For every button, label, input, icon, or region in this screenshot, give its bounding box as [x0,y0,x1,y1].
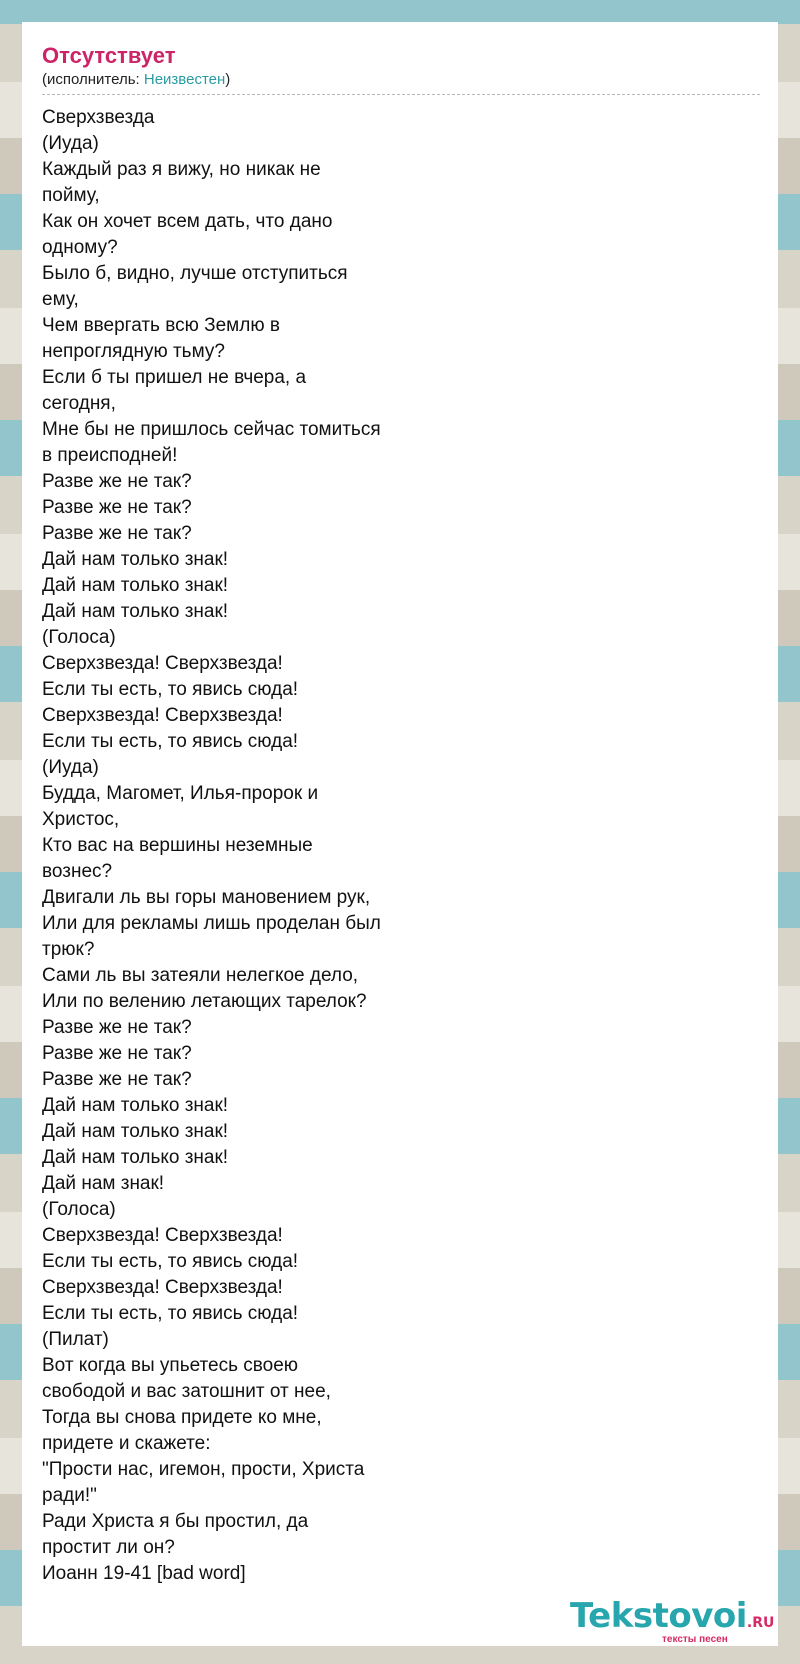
artist-line [42,70,760,95]
lyrics-line: Разве же не так? [42,1043,192,1064]
logo-tagline: тексты песен [662,1634,728,1645]
lyrics-text [42,105,387,1587]
lyrics-line: Разве же не так? [42,1069,192,1090]
lyrics-line: Сверхзвезда! Сверхзвезда! [42,1225,283,1246]
lyrics-line: Сами ль вы затеяли нелегкое дело, [42,965,359,986]
lyrics-line: Если ты есть, то явись сюда! [42,1303,299,1324]
lyrics-line: (Голоса) [42,627,116,648]
lyrics-card [22,22,778,1646]
lyrics-line: (Пилат) [42,1329,109,1350]
lyrics-line: Разве же не так? [42,1017,192,1038]
lyrics-line: Вот когда вы упьетесь своею свободой и вас затошнит от нее, [42,1355,331,1402]
lyrics-line: Дай нам только знак! [42,601,229,622]
artist-prefix: (исполнитель: [42,71,144,88]
lyrics-line: Дай нам только знак! [42,1147,229,1168]
lyrics-line: Разве же не так? [42,523,192,544]
lyrics-line: Или для рекламы лишь проделан был трюк? [42,913,387,960]
lyrics-line: Было б, видно, лучше отступиться ему, [42,263,353,310]
lyrics-line: Чем ввергать всю Землю в непроглядную тьму? [42,315,286,362]
lyrics-line: Дай нам знак! [42,1173,165,1194]
lyrics-line: Мне бы не пришлось сейчас томиться в преисподней! [42,419,386,466]
lyrics-line: Дай нам только знак! [42,549,229,570]
lyrics-line: "Прости нас, игемон, прости, Христа ради!" [42,1459,370,1506]
logo-name: Tekstovoi [570,1596,747,1636]
lyrics-line: Каждый раз я вижу, но никак не пойму, [42,159,326,206]
lyrics-line: Или по велению летающих тарелок? [42,991,367,1012]
lyrics-line: Дай нам только знак! [42,1095,229,1116]
lyrics-line: Иоанн 19-41 [bad word] [42,1563,246,1584]
lyrics-line: (Иуда) [42,757,99,778]
lyrics-line: Если б ты пришел не вчера, а сегодня, [42,367,312,414]
lyrics-line: Сверхзвезда [42,107,155,128]
lyrics-line: Тогда вы снова придете ко мне, придете и скажете: [42,1407,327,1454]
logo-tld: .RU [746,1615,775,1631]
lyrics-line: Сверхзвезда! Сверхзвезда! [42,1277,283,1298]
lyrics-line: Как он хочет всем дать, что дано одному? [42,211,338,258]
lyrics-line: Если ты есть, то явись сюда! [42,679,299,700]
lyrics-line: Кто вас на вершины неземные вознес? [42,835,319,882]
lyrics-line: Будда, Магомет, Илья-пророк и Христос, [42,783,324,830]
artist-link[interactable]: Неизвестен [143,71,226,88]
lyrics-line: Дай нам только знак! [42,575,229,596]
lyrics-line: (Голоса) [42,1199,116,1220]
lyrics-line: Разве же не так? [42,471,192,492]
artist-suffix: ) [225,71,231,88]
site-logo[interactable] [570,1598,780,1646]
lyrics-line: Дай нам только знак! [42,1121,229,1142]
lyrics-line: Разве же не так? [42,497,192,518]
lyrics-line: Сверхзвезда! Сверхзвезда! [42,705,283,726]
lyrics-line: (Иуда) [42,133,99,154]
lyrics-line: Если ты есть, то явись сюда! [42,1251,299,1272]
song-title: Отсутствует [42,43,176,68]
lyrics-line: Двигали ль вы горы мановением рук, [42,887,371,908]
lyrics-line: Сверхзвезда! Сверхзвезда! [42,653,283,674]
lyrics-line: Если ты есть, то явись сюда! [42,731,299,752]
lyrics-line: Ради Христа я бы простил, да простит ли он? [42,1511,314,1558]
